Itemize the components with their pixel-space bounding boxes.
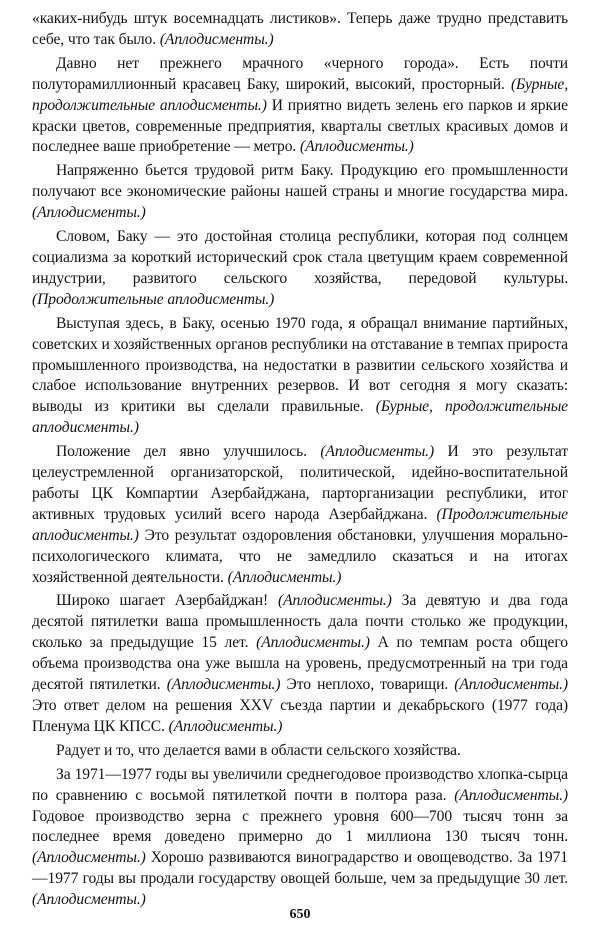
stage-direction: (Аплодисменты.) [256,634,370,652]
text-run: Широко шагает Азербайджан! [56,592,278,610]
text-run: Напряженно бьется трудовой ритм Баку. Продукцию его промышленности получают все экономические районы нашей страны и многие государства мира. [32,162,568,201]
stage-direction: (Продолжительные аплодисменты.) [32,505,568,544]
stage-direction: (Аплодисменты.) [454,676,568,694]
paragraph [32,54,568,159]
text-run: «каких-нибудь штук восемнадцать листиков». Теперь даже трудно представить себе, что так было. [32,10,568,48]
text-run: Годовое производство зерна с прежнего уровня 600—700 тысяч тонн за последнее время доведено примерно до 1 миллиона 130 тысяч тонн. [32,807,568,846]
stage-direction: (Бурные, продолжительные аплодисменты.) [32,398,568,437]
text-run: И это результат целеустремленной организаторской, политической, идейно-воспитательной работы ЦК Компартии Азербайджана, парторганизации республики, итог активных трудовых усилий всего народа Азербайджана. [32,443,568,523]
stage-direction: (Аплодисменты.) [454,786,568,804]
text-run: А по темпам роста общего объема производства она уже вышла на уровень, предусмотренный на три года десятой пятилетки. [32,634,568,694]
text-run: Это результат оздоровления обстановки, улучшения морально-психологического климата, что не замедлило сказаться и на итогах хозяйственной деятельности. [32,526,568,586]
paragraph [32,765,568,911]
text-run: За девятую и два года десятой пятилетки ваша промышленность дала почти столько же продукции, сколько за предыдущие 15 лет. [32,592,568,652]
stage-direction: (Бурные, продолжительные аплодисменты.) [32,75,568,114]
stage-direction: (Аплодисменты.) [227,568,342,586]
text-run: За 1971—1977 годы вы увеличили среднегодовое производство хлопка-сырца по сравнению с восьмой пятилеткой почти в полтора раза. [32,765,568,804]
paragraph [32,442,568,588]
paragraph [32,591,568,737]
text-run: Словом, Баку — это достойная столица республики, которая под солнцем социализма за короткий исторический срок стала цветущим краем современной индустрии, развитого сельского хозяйства, передовой культуры. [32,228,568,287]
text-run: Хорошо развиваются виноградарство и овощеводство. За 1971—1977 годы вы продали государству овощей больше, чем за предыдущие 30 лет. [32,849,568,888]
stage-direction: (Аплодисменты.) [300,138,414,156]
stage-direction: (Аплодисменты.) [278,592,392,610]
stage-direction: (Продолжительные аплодисменты.) [32,290,275,308]
text-run: Это неплохо, товарищи. [280,676,455,694]
page-number: 650 [289,907,311,922]
stage-direction: (Аплодисменты.) [166,676,281,694]
paragraph [32,741,568,762]
body-text [32,9,568,914]
text-run: И приятно видеть зелень его парков и яркие краски цветов, современные предприятия, кварталы светлых красивых домов и последнее ваше приобретение — метро. [32,96,568,156]
stage-direction: (Аплодисменты.) [32,849,146,867]
paragraph [32,227,568,311]
text-run: Выступая здесь, в Баку, осенью 1970 года, я обращал внимание партийных, советских и хозяйственных органов республики на отставание в темпах прироста промышленного производства, на недостатки в развитии сельского хозяйства и слабое использование внутренних резервов. И вот сегодня я могу сказать: выводы из критики вы сделали правильные. [32,314,568,416]
text-run: Радует и то, что делается вами в области сельского хозяйства. [56,741,461,759]
stage-direction: (Аплодисменты.) [32,204,146,222]
stage-direction: (Аплодисменты.) [159,30,274,48]
paragraph [32,9,568,51]
stage-direction: (Аплодисменты.) [32,891,146,909]
stage-direction: (Аплодисменты.) [168,717,283,735]
text-run: Это ответ делом на решения XXV съезда партии и декабрьского (1977 года) Пленума ЦК КПСС. [32,697,568,735]
paragraph [32,314,568,439]
text-run: Положение дел явно улучшилось. [56,443,321,461]
paragraph [32,161,568,224]
text-run: Давно нет прежнего мрачного «черного города». Есть почти полуторамиллионный красавец Баку, широкий, высокий, просторный. [32,54,568,93]
stage-direction: (Аплодисменты.) [320,443,435,461]
